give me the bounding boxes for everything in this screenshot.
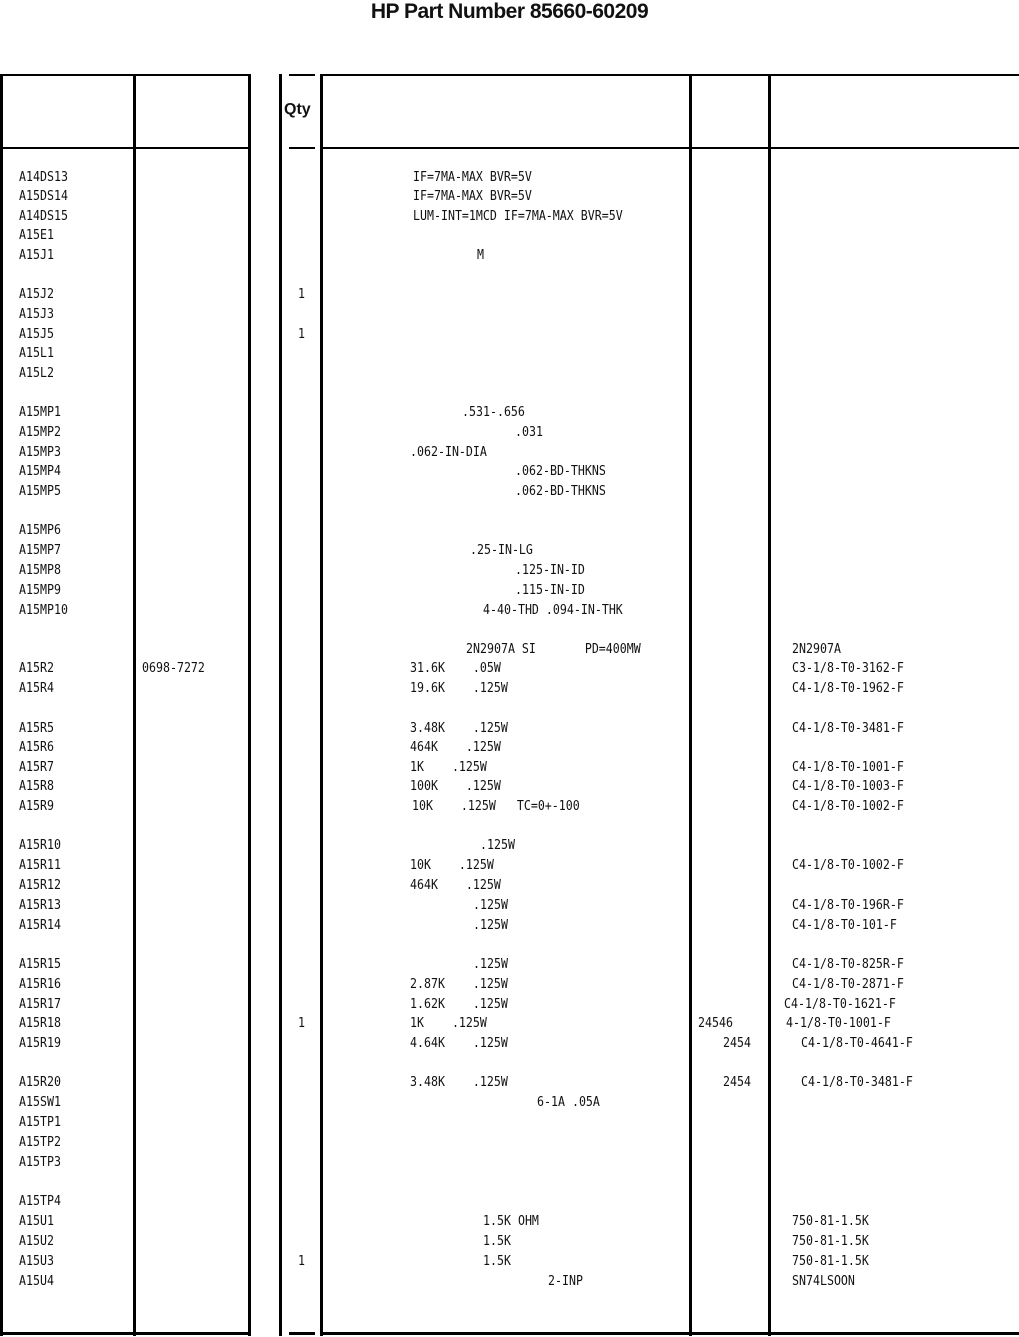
reference-designator: A15R4 [19,680,54,696]
reference-designator: A15MP3 [19,444,61,460]
description: 464K .125W [410,877,501,893]
description: 100K .125W [410,778,501,794]
reference-designator: A15R18 [19,1015,61,1031]
reference-designator: A14DS15 [19,208,68,224]
manufacturer-part-number: C4-1/8-T0-1962-F [792,680,904,696]
reference-designator: A15R15 [19,956,61,972]
reference-designator: A15R19 [19,1035,61,1051]
reference-designator: A15R10 [19,837,61,853]
manufacturer-part-number: C4-1/8-T0-196R-F [792,897,904,913]
description: .125W [480,837,515,853]
description: 1.5K [483,1233,511,1249]
manufacturer-part-number: C4-1/8-T0-825R-F [792,956,904,972]
reference-designator: A15U3 [19,1253,54,1269]
reference-designator: A15R9 [19,798,54,814]
reference-designator: A14DS13 [19,169,68,185]
manufacturer-part-number: C4-1/8-T0-1002-F [792,857,904,873]
manufacturer-part-number: C4-1/8-T0-1003-F [792,778,904,794]
description: .115-IN-ID [515,582,585,598]
reference-designator: A15MP7 [19,542,61,558]
reference-designator: A15J1 [19,247,54,263]
description: .062-BD-THKNS [515,483,606,499]
reference-designator: A15R16 [19,976,61,992]
description: .125W [473,956,508,972]
reference-designator: A15MP9 [19,582,61,598]
description: 1.5K OHM [483,1213,539,1229]
description: 2-INP [548,1273,583,1289]
reference-designator: A15DS14 [19,188,68,204]
description: .125-IN-ID [515,562,585,578]
page-title: HP Part Number 85660-60209 [370,0,649,23]
description: 3.48K .125W [410,720,508,736]
reference-designator: A15R6 [19,739,54,755]
description: 2.87K .125W [410,976,508,992]
reference-designator: A15J5 [19,326,54,342]
description: .25-IN-LG [470,542,533,558]
reference-designator: A15R11 [19,857,61,873]
description: .062-IN-DIA [410,444,487,460]
manufacturer-part-number: C4-1/8-T0-4641-F [801,1035,913,1051]
reference-designator: A15R8 [19,778,54,794]
description: 1K .125W [410,1015,487,1031]
manufacturer-part-number: 4-1/8-T0-1001-F [786,1015,891,1031]
reference-designator: A15J3 [19,306,54,322]
manufacturer-part-number: C4-1/8-T0-3481-F [801,1074,913,1090]
reference-designator: A15R5 [19,720,54,736]
manufacturer-part-number: C4-1/8-T0-2871-F [792,976,904,992]
reference-designator: A15TP1 [19,1114,61,1130]
description: IF=7MA-MAX BVR=5V [413,169,532,185]
manufacturer-code: 2454 [723,1035,751,1051]
reference-designator: A15TP3 [19,1154,61,1170]
quantity: 1 [298,1015,306,1031]
reference-designator: A15R14 [19,917,61,933]
reference-designator: A15R2 [19,660,54,676]
reference-designator: A15L2 [19,365,54,381]
description: 464K .125W [410,739,501,755]
manufacturer-part-number: 750-81-1.5K [792,1213,869,1229]
manufacturer-part-number: C4-1/8-T0-1621-F [784,996,896,1012]
reference-designator: A15R12 [19,877,61,893]
reference-designator: A15MP2 [19,424,61,440]
manufacturer-part-number: C3-1/8-T0-3162-F [792,660,904,676]
description: .125W [473,897,508,913]
reference-designator: A15R17 [19,996,61,1012]
description: 1K .125W [410,759,487,775]
reference-designator: A15U1 [19,1213,54,1229]
reference-designator: A15TP4 [19,1193,61,1209]
reference-designator: A15R20 [19,1074,61,1090]
reference-designator: A15U2 [19,1233,54,1249]
quantity: 1 [298,326,306,342]
description: 19.6K .125W [410,680,508,696]
reference-designator: A15MP10 [19,602,68,618]
reference-designator: A15SW1 [19,1094,61,1110]
description: 10K .125W TC=0+-100 [412,798,580,814]
qty-column-header: Qty [284,101,311,118]
description: 10K .125W [410,857,494,873]
description: 3.48K .125W [410,1074,508,1090]
description: M [477,247,485,263]
manufacturer-code: 2454 [723,1074,751,1090]
description: 4-40-THD .094-IN-THK [483,602,623,618]
reference-designator: A15TP2 [19,1134,61,1150]
manufacturer-part-number: C4-1/8-T0-1001-F [792,759,904,775]
quantity: 1 [298,1253,306,1269]
description: 31.6K .05W [410,660,501,676]
description: 4.64K .125W [410,1035,508,1051]
manufacturer-part-number: C4-1/8-T0-1002-F [792,798,904,814]
description: 2N2907A SI PD=400MW [466,641,641,657]
quantity: 1 [298,286,306,302]
description: .062-BD-THKNS [515,463,606,479]
reference-designator: A15R13 [19,897,61,913]
reference-designator: A15MP6 [19,522,61,538]
manufacturer-part-number: 750-81-1.5K [792,1253,869,1269]
description: .125W [473,917,508,933]
manufacturer-part-number: 2N2907A [792,641,841,657]
manufacturer-code: 24546 [698,1015,733,1031]
manufacturer-part-number: C4-1/8-T0-3481-F [792,720,904,736]
reference-designator: A15R7 [19,759,54,775]
manufacturer-part-number: 750-81-1.5K [792,1233,869,1249]
description: 6-1A .05A [537,1094,600,1110]
description: .531-.656 [462,404,525,420]
manufacturer-part-number: SN74LSOON [792,1273,855,1289]
description: 1.62K .125W [410,996,508,1012]
reference-designator: A15U4 [19,1273,54,1289]
manufacturer-part-number: C4-1/8-T0-101-F [792,917,897,933]
reference-designator: A15L1 [19,345,54,361]
description: IF=7MA-MAX BVR=5V [413,188,532,204]
description: .031 [515,424,543,440]
reference-designator: A15E1 [19,227,54,243]
description: 1.5K [483,1253,511,1269]
reference-designator: A15J2 [19,286,54,302]
reference-designator: A15MP5 [19,483,61,499]
hp-part-number: 0698-7272 [142,660,205,676]
reference-designator: A15MP8 [19,562,61,578]
reference-designator: A15MP4 [19,463,61,479]
description: LUM-INT=1MCD IF=7MA-MAX BVR=5V [413,208,623,224]
reference-designator: A15MP1 [19,404,61,420]
